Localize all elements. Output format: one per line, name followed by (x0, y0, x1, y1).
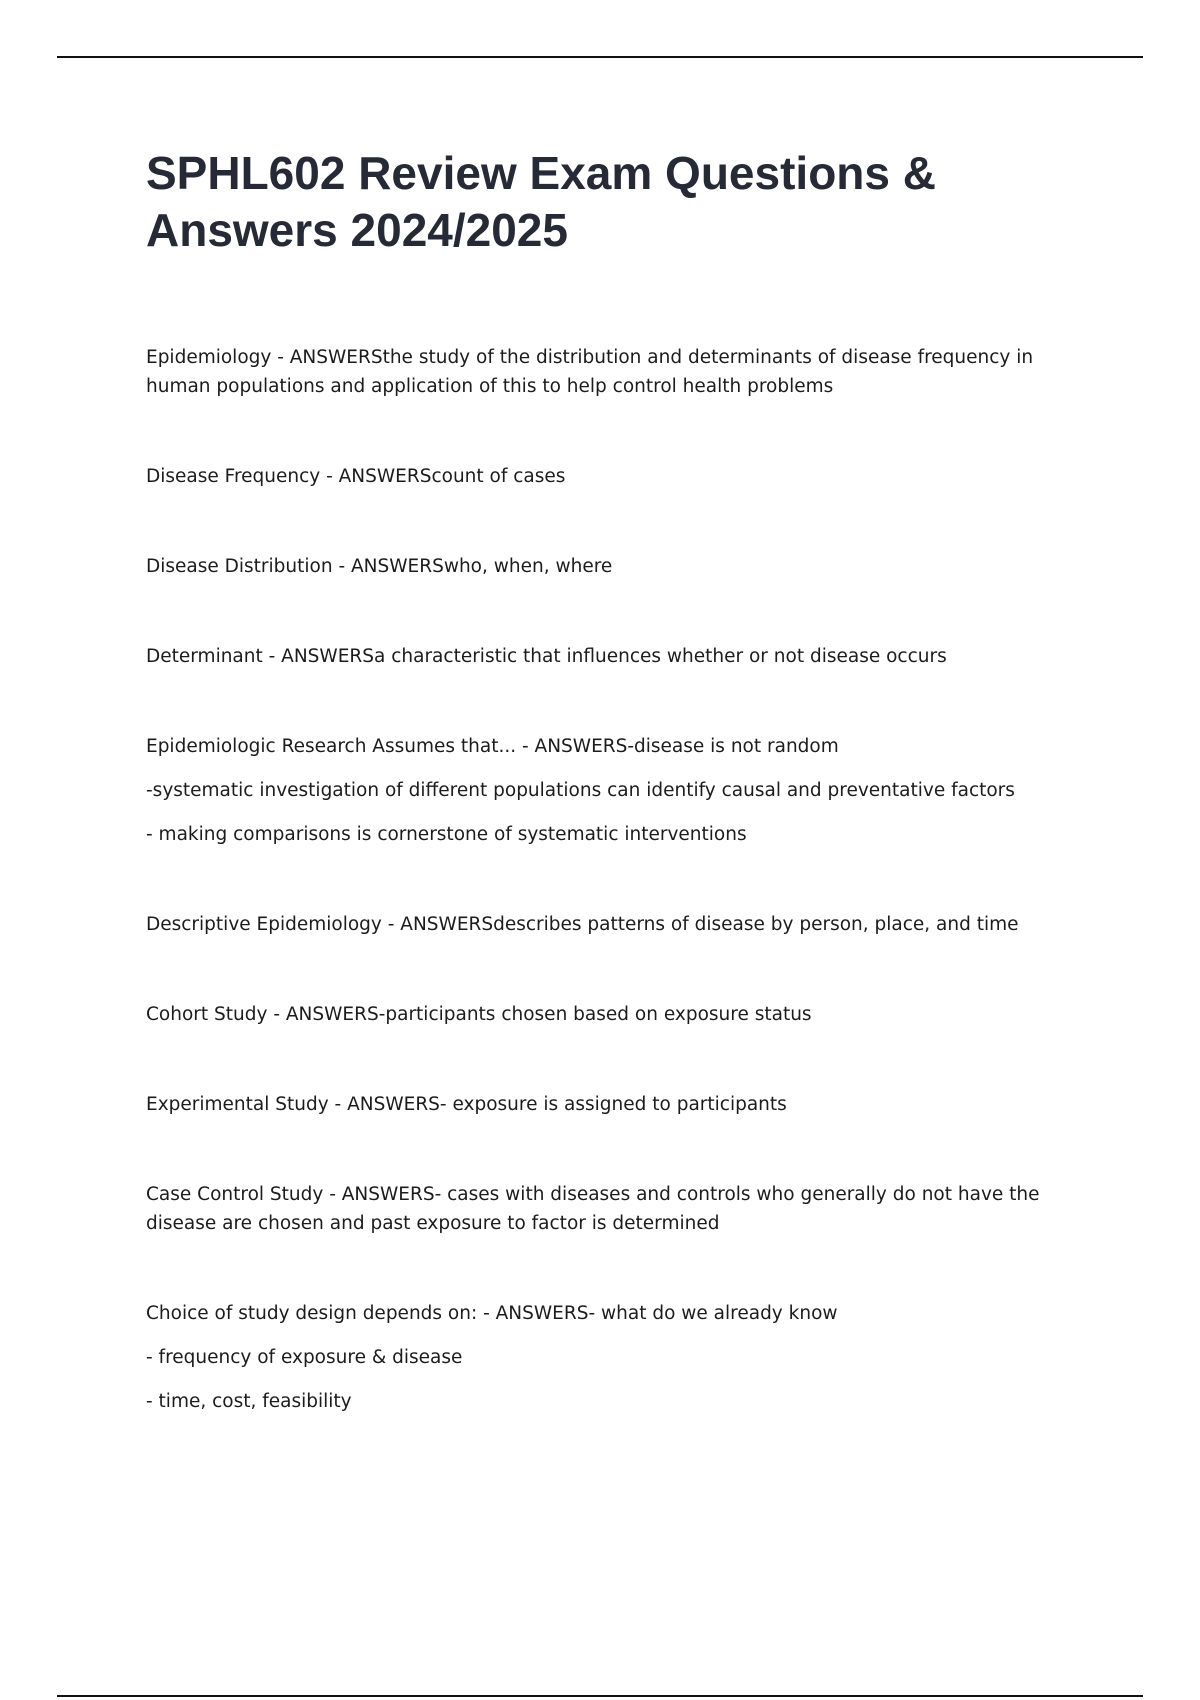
qa-entry (146, 732, 1086, 849)
qa-answer-line: - time, cost, feasibility (146, 1391, 352, 1412)
qa-entry (146, 462, 1086, 491)
qa-entry (146, 642, 1086, 671)
footer-rule (57, 1695, 1143, 1697)
qa-entry (146, 1180, 1086, 1238)
qa-text: Disease Frequency - ANSWERScount of cases (146, 466, 566, 487)
qa-answer-line: -systematic investigation of different populations can identify causal and preventative factors (146, 780, 1015, 801)
qa-entry (146, 910, 1086, 939)
qa-entry (146, 1299, 1086, 1416)
qa-entry (146, 1090, 1086, 1119)
qa-text: Case Control Study - ANSWERS- cases with diseases and controls who generally do not have the disease are chosen and past exposure to factor is determined (146, 1184, 1040, 1234)
qa-text: Cohort Study - ANSWERS-participants chosen based on exposure status (146, 1004, 812, 1025)
qa-entry (146, 1000, 1086, 1029)
qa-text: Epidemiology - ANSWERSthe study of the distribution and determinants of disease frequency in human populations and application of this to help control health problems (146, 347, 1034, 397)
qa-text: Descriptive Epidemiology - ANSWERSdescribes patterns of disease by person, place, and time (146, 914, 1019, 935)
qa-entry (146, 552, 1086, 581)
qa-text: Determinant - ANSWERSa characteristic that influences whether or not disease occurs (146, 646, 947, 667)
qa-answer-line: - making comparisons is cornerstone of systematic interventions (146, 824, 747, 845)
qa-text: Epidemiologic Research Assumes that... - ANSWERS-disease is not random (146, 736, 839, 757)
document-title: SPHL602 Review Exam Questions & Answers 2024/2025 (146, 147, 936, 256)
qa-text: Experimental Study - ANSWERS- exposure is assigned to participants (146, 1094, 787, 1115)
qa-text: Disease Distribution - ANSWERSwho, when, where (146, 556, 613, 577)
qa-entry (146, 343, 1086, 401)
qa-text: Choice of study design depends on: - ANSWERS- what do we already know (146, 1303, 838, 1324)
qa-answer-line: - frequency of exposure & disease (146, 1347, 463, 1368)
header-rule (57, 56, 1143, 58)
qa-list (146, 343, 1086, 1477)
